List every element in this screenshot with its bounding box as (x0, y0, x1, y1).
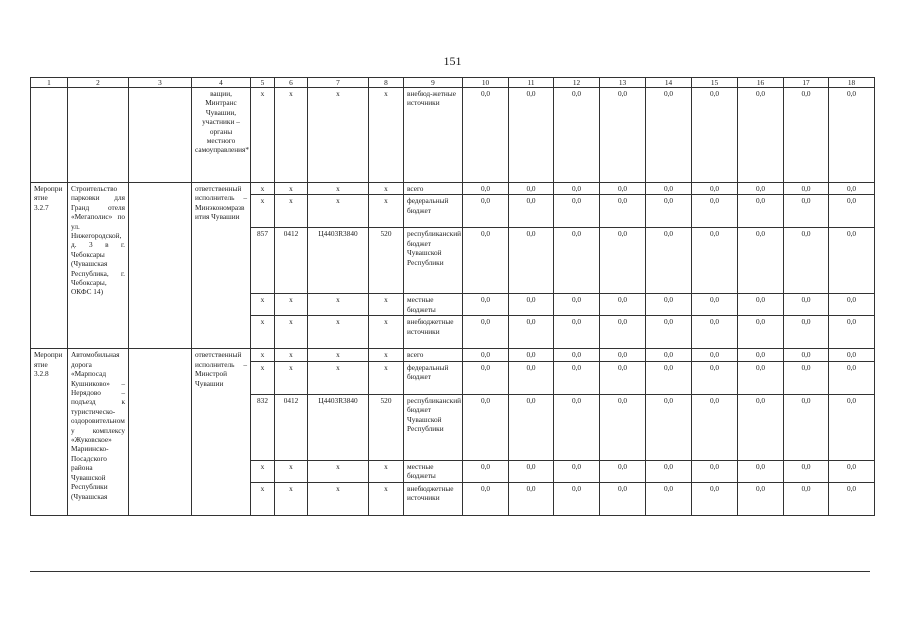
empty-cell (129, 88, 192, 183)
value-cell: 0,0 (829, 294, 875, 316)
column-number: 15 (692, 78, 738, 88)
value-cell: 0,0 (784, 228, 829, 294)
cell-c6: x (275, 460, 308, 482)
column-number: 8 (369, 78, 404, 88)
value-cell: 0,0 (829, 349, 875, 361)
value-cell: 0,0 (509, 361, 554, 394)
value-cell: 0,0 (646, 195, 692, 228)
value-cell: 0,0 (829, 195, 875, 228)
cell-c6: x (275, 361, 308, 394)
funding-source-cell: федеральный бюджет (404, 361, 463, 394)
value-cell: 0,0 (692, 460, 738, 482)
cell-c7: x (308, 183, 369, 195)
measure-code-cell: Мероприятие 3.2.7 (31, 183, 68, 349)
column-number-row (31, 78, 875, 88)
value-cell: 0,0 (600, 316, 646, 349)
cell-c8: x (369, 460, 404, 482)
cell-c8: x (369, 183, 404, 195)
value-cell: 0,0 (509, 183, 554, 195)
empty-cell (129, 183, 192, 349)
value-cell: 0,0 (463, 349, 509, 361)
value-cell: 0,0 (738, 460, 784, 482)
cell-c6: x (275, 294, 308, 316)
cell-c8: x (369, 482, 404, 515)
cell-c5: 857 (251, 228, 275, 294)
value-cell: 0,0 (646, 88, 692, 183)
column-number: 17 (784, 78, 829, 88)
cell-c8: x (369, 294, 404, 316)
value-cell: 0,0 (692, 88, 738, 183)
value-cell: 0,0 (738, 195, 784, 228)
value-cell: 0,0 (829, 183, 875, 195)
value-cell: 0,0 (554, 88, 600, 183)
value-cell: 0,0 (738, 482, 784, 515)
value-cell: 0,0 (692, 482, 738, 515)
table-bottom-rule (30, 571, 870, 572)
value-cell: 0,0 (463, 460, 509, 482)
funding-row (31, 183, 875, 195)
value-cell: 0,0 (829, 460, 875, 482)
funding-source-cell: республиканский бюджет Чувашской Республики (404, 228, 463, 294)
value-cell: 0,0 (692, 183, 738, 195)
column-number: 18 (829, 78, 875, 88)
measure-code-cell: Мероприятие 3.2.8 (31, 349, 68, 515)
value-cell: 0,0 (784, 88, 829, 183)
cell-c5: x (251, 316, 275, 349)
value-cell: 0,0 (738, 394, 784, 460)
executor-cell: ващии, Минтранс Чувашии, участники – органы местного самоуправления* (192, 88, 251, 183)
cell-c7: x (308, 316, 369, 349)
cell-c6: x (275, 349, 308, 361)
value-cell: 0,0 (554, 228, 600, 294)
cell-c7: x (308, 349, 369, 361)
value-cell: 0,0 (646, 349, 692, 361)
value-cell: 0,0 (463, 228, 509, 294)
column-number: 14 (646, 78, 692, 88)
column-number: 11 (509, 78, 554, 88)
column-number: 4 (192, 78, 251, 88)
cell-c8: 520 (369, 228, 404, 294)
value-cell: 0,0 (600, 460, 646, 482)
value-cell: 0,0 (784, 316, 829, 349)
cell-c8: x (369, 88, 404, 183)
value-cell: 0,0 (509, 482, 554, 515)
cell-c6: 0412 (275, 228, 308, 294)
funding-source-cell: внебюджетные источники (404, 482, 463, 515)
value-cell: 0,0 (554, 195, 600, 228)
cell-c5: x (251, 88, 275, 183)
column-number: 3 (129, 78, 192, 88)
value-cell: 0,0 (692, 195, 738, 228)
column-number: 9 (404, 78, 463, 88)
cell-c7: x (308, 88, 369, 183)
value-cell: 0,0 (692, 294, 738, 316)
value-cell: 0,0 (738, 88, 784, 183)
value-cell: 0,0 (692, 394, 738, 460)
column-number: 1 (31, 78, 68, 88)
value-cell: 0,0 (738, 361, 784, 394)
value-cell: 0,0 (692, 316, 738, 349)
column-number: 2 (68, 78, 129, 88)
funding-source-cell: внебюд-жетные источники (404, 88, 463, 183)
value-cell: 0,0 (738, 183, 784, 195)
value-cell: 0,0 (463, 316, 509, 349)
column-number: 13 (600, 78, 646, 88)
value-cell: 0,0 (646, 294, 692, 316)
value-cell: 0,0 (646, 361, 692, 394)
value-cell: 0,0 (646, 316, 692, 349)
value-cell: 0,0 (509, 460, 554, 482)
value-cell: 0,0 (829, 361, 875, 394)
value-cell: 0,0 (784, 183, 829, 195)
value-cell: 0,0 (646, 482, 692, 515)
value-cell: 0,0 (784, 349, 829, 361)
value-cell: 0,0 (692, 349, 738, 361)
value-cell: 0,0 (784, 195, 829, 228)
funding-source-cell: федеральный бюджет (404, 195, 463, 228)
cell-c6: x (275, 195, 308, 228)
program-funding-table (30, 77, 875, 516)
value-cell: 0,0 (646, 183, 692, 195)
value-cell: 0,0 (600, 482, 646, 515)
cell-c7: x (308, 195, 369, 228)
value-cell: 0,0 (600, 394, 646, 460)
value-cell: 0,0 (463, 361, 509, 394)
column-number: 5 (251, 78, 275, 88)
column-number: 10 (463, 78, 509, 88)
executor-cell: ответственный исполнитель – Минэкономразвития Чувашии (192, 183, 251, 349)
value-cell: 0,0 (600, 88, 646, 183)
value-cell: 0,0 (554, 394, 600, 460)
page-number: 151 (443, 54, 462, 68)
funding-source-cell: местные бюджеты (404, 460, 463, 482)
value-cell: 0,0 (509, 316, 554, 349)
funding-source-cell: местные бюджеты (404, 294, 463, 316)
value-cell: 0,0 (829, 482, 875, 515)
measure-code-cell (31, 88, 68, 183)
value-cell: 0,0 (554, 294, 600, 316)
funding-source-cell: всего (404, 349, 463, 361)
cell-c5: x (251, 294, 275, 316)
column-number: 6 (275, 78, 308, 88)
cell-c7: x (308, 361, 369, 394)
cell-c6: 0412 (275, 394, 308, 460)
cell-c5: x (251, 183, 275, 195)
cell-c8: 520 (369, 394, 404, 460)
cell-c8: x (369, 195, 404, 228)
value-cell: 0,0 (784, 460, 829, 482)
column-number: 7 (308, 78, 369, 88)
value-cell: 0,0 (646, 460, 692, 482)
value-cell: 0,0 (509, 394, 554, 460)
measure-title-cell: Автомобильная дорога «Марпосад Кушниково» – Нерядово – подъезд к туристическо-оздоровительному комплексу «Жуковское» Мариинско-Посадского района Чувашской Республики (Чувашская (68, 349, 129, 515)
measure-title-cell (68, 88, 129, 183)
value-cell: 0,0 (600, 361, 646, 394)
column-number: 16 (738, 78, 784, 88)
cell-c7: Ц4403R3840 (308, 394, 369, 460)
value-cell: 0,0 (600, 294, 646, 316)
empty-cell (129, 349, 192, 515)
cell-c5: x (251, 361, 275, 394)
value-cell: 0,0 (554, 361, 600, 394)
cell-c7: x (308, 294, 369, 316)
value-cell: 0,0 (463, 88, 509, 183)
cell-c5: x (251, 460, 275, 482)
value-cell: 0,0 (600, 195, 646, 228)
value-cell: 0,0 (463, 183, 509, 195)
value-cell: 0,0 (509, 195, 554, 228)
value-cell: 0,0 (784, 361, 829, 394)
cell-c7: x (308, 482, 369, 515)
value-cell: 0,0 (646, 394, 692, 460)
value-cell: 0,0 (463, 195, 509, 228)
cell-c7: x (308, 460, 369, 482)
value-cell: 0,0 (463, 394, 509, 460)
value-cell: 0,0 (463, 294, 509, 316)
value-cell: 0,0 (600, 349, 646, 361)
value-cell: 0,0 (554, 349, 600, 361)
value-cell: 0,0 (738, 316, 784, 349)
value-cell: 0,0 (829, 228, 875, 294)
funding-source-cell: всего (404, 183, 463, 195)
cell-c6: x (275, 482, 308, 515)
value-cell: 0,0 (738, 228, 784, 294)
value-cell: 0,0 (554, 183, 600, 195)
value-cell: 0,0 (784, 482, 829, 515)
value-cell: 0,0 (784, 294, 829, 316)
value-cell: 0,0 (463, 482, 509, 515)
value-cell: 0,0 (554, 460, 600, 482)
cell-c5: 832 (251, 394, 275, 460)
funding-row (31, 349, 875, 361)
column-number: 12 (554, 78, 600, 88)
cell-c7: Ц4403R3840 (308, 228, 369, 294)
cell-c5: x (251, 482, 275, 515)
funding-source-cell: внебюджетные источники (404, 316, 463, 349)
value-cell: 0,0 (646, 228, 692, 294)
value-cell: 0,0 (509, 349, 554, 361)
executor-cell: ответственный исполнитель – Минстрой Чувашии (192, 349, 251, 515)
value-cell: 0,0 (692, 361, 738, 394)
value-cell: 0,0 (509, 294, 554, 316)
value-cell: 0,0 (829, 394, 875, 460)
cell-c8: x (369, 349, 404, 361)
cell-c5: x (251, 349, 275, 361)
value-cell: 0,0 (738, 349, 784, 361)
value-cell: 0,0 (554, 482, 600, 515)
measure-title-cell: Строительство парковки для Гранд отеля «Мегаполис» по ул. Нижегородской, д. 3 в г. Чебоксары (Чувашская Республика, г. Чебоксары, ОКФС 14) (68, 183, 129, 349)
cell-c8: x (369, 361, 404, 394)
cell-c6: x (275, 183, 308, 195)
cell-c6: x (275, 316, 308, 349)
value-cell: 0,0 (738, 294, 784, 316)
value-cell: 0,0 (600, 183, 646, 195)
value-cell: 0,0 (784, 394, 829, 460)
funding-source-cell: республиканский бюджет Чувашской Республики (404, 394, 463, 460)
cell-c6: x (275, 88, 308, 183)
value-cell: 0,0 (600, 228, 646, 294)
value-cell: 0,0 (509, 88, 554, 183)
value-cell: 0,0 (554, 316, 600, 349)
value-cell: 0,0 (829, 316, 875, 349)
continuation-row (31, 88, 875, 183)
value-cell: 0,0 (692, 228, 738, 294)
cell-c8: x (369, 316, 404, 349)
value-cell: 0,0 (509, 228, 554, 294)
cell-c5: x (251, 195, 275, 228)
value-cell: 0,0 (829, 88, 875, 183)
